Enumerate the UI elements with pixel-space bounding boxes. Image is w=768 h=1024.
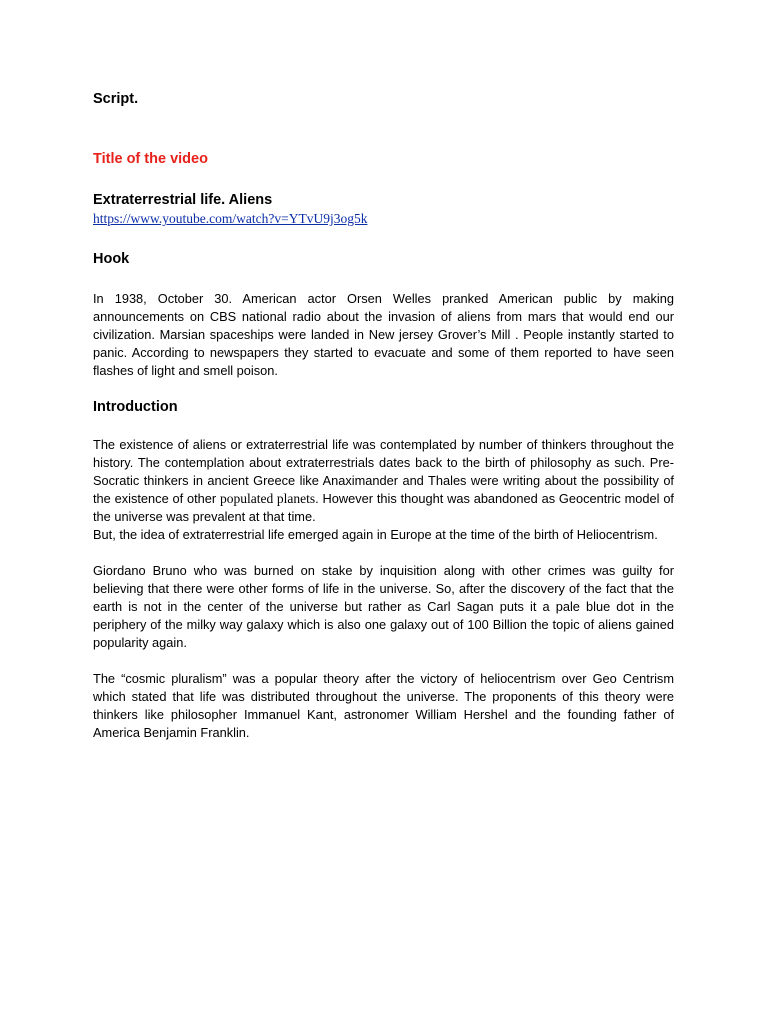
introduction-heading: Introduction	[93, 399, 178, 415]
script-label: Script.	[93, 91, 139, 107]
introduction-paragraph-1-start: The existence of aliens or extraterrestrial life was contemplated by number of thinkers throughout the history. The contemplation about extraterrestrials dates back to the birth of philosophy as such. Pre-Socratic thinkers in ancient Greece like Anaximander and Thales were writing about the possibility of the existence of other	[93, 437, 674, 506]
introduction-paragraph-4: The “cosmic pluralism” was a popular theory after the victory of heliocentrism over Geo Centrism which stated that life was distributed throughout the universe. The proponents of this theory were thinkers like philosopher Immanuel Kant, astronomer William Hershel and the founding father of America Benjamin Franklin.	[93, 671, 674, 740]
hook-heading: Hook	[93, 251, 130, 267]
introduction-paragraph-1-end: . However this thought was abandoned as Geocentric model of the universe was prevalent at that time.	[93, 491, 674, 524]
hook-paragraph: In 1938, October 30. American actor Orsen Welles pranked American public by making announcements on CBS national radio about the invasion of aliens from mars that would end our civilization. Marsian spaceships were landed in New jersey Grover’s Mill . People instantly started to panic. According to newspapers they started to evacuate and some of them reported to have seen flashes of light and smell poison.	[93, 291, 674, 378]
introduction-paragraph-3: Giordano Bruno who was burned on stake by inquisition along with other crimes was guilty for believing that there were other forms of life in the universe. So, after the discovery of the fact that the earth is not in the center of the universe but rather as Carl Sagan puts it a pale blue dot in the periphery of the milky way galaxy which is also one galaxy out of 100 Billion the topic of aliens gained popularity again.	[93, 563, 674, 650]
introduction-paragraph-1	[93, 436, 674, 526]
introduction-paragraph-2: But, the idea of extraterrestrial life emerged again in Europe at the time of the birth of Heliocentrism.	[93, 527, 658, 542]
populated-planets-text: populated planets	[220, 491, 316, 506]
video-title-label: Title of the video	[93, 151, 208, 167]
document-body	[93, 88, 674, 742]
video-name: Extraterrestrial life. Aliens	[93, 192, 273, 208]
video-link[interactable]: https://www.youtube.com/watch?v=YTvU9j3og5k	[93, 211, 368, 226]
